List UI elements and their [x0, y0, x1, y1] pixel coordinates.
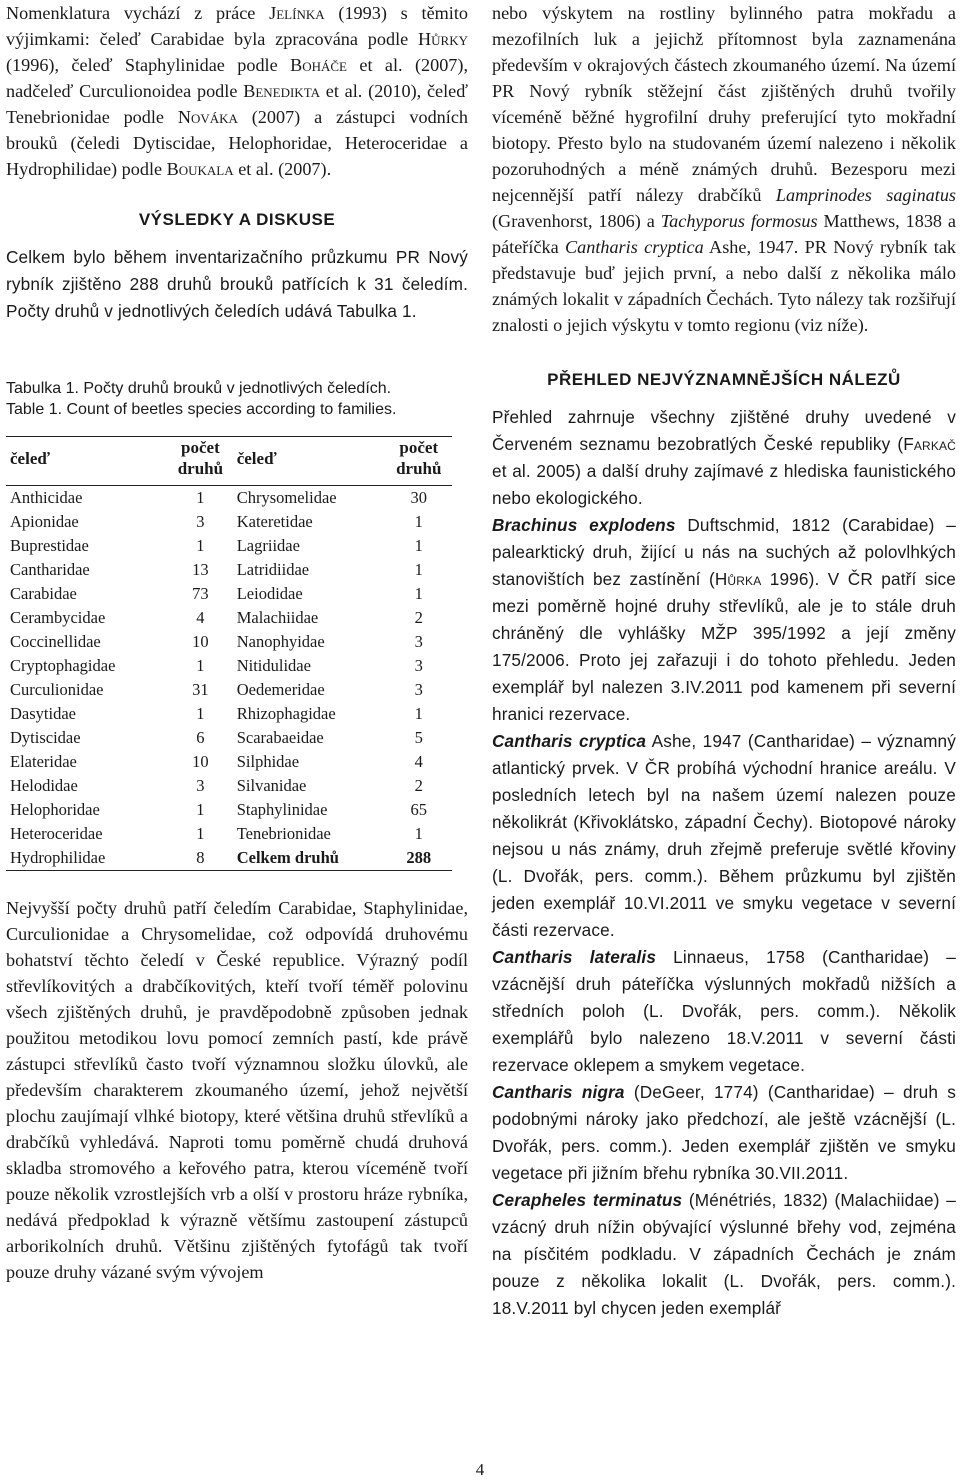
author-name: Farkač [903, 434, 956, 454]
count-cell: 30 [410, 488, 428, 507]
count-cell: 3 [196, 776, 205, 795]
species-entry: Brachinus explodens Duftschmid, 1812 (Carabidae) – palearktický druh, žijící u nás na suchých až polovlhkých stanovištích bez zastínění (Hůrka 1996). V ČR patří sice mezi poměrně hojné druhy střevlíků, ale je to stále druh chráněný dle vyhlášky MŽP 395/1992 a její změny 175/2006. Proto jej zařazuji i do tohoto přehledu. Jeden exemplář byl nalezen 3.IV.2011 pod kamenem při severní hranici rezervace. [492, 515, 956, 724]
family-cell: Lagriidae [236, 536, 300, 555]
table-body [6, 486, 452, 871]
results-heading: VÝSLEDKY A DISKUSE [138, 210, 336, 229]
family-cell: Scarabaeidae [236, 728, 324, 747]
count-cell: 1 [414, 584, 423, 603]
family-cell: Curculionidae [10, 680, 104, 699]
author-name: Boháče [290, 55, 347, 75]
family-cell: Buprestidae [10, 536, 89, 555]
author-name: Nováka [177, 107, 238, 127]
family-cell: Latridiidae [236, 560, 310, 579]
family-cell: Rhizophagidae [236, 704, 336, 723]
family-cell: Helophoridae [10, 800, 100, 819]
family-cell: Anthicidae [10, 488, 83, 507]
family-cell: Dytiscidae [10, 728, 81, 747]
count-cell: 3 [414, 632, 423, 651]
family-cell: Dasytidae [10, 704, 76, 723]
overview-intro: Přehled zahrnuje všechny zjištěné druhy uvedené v Červeném seznamu bezobratlých České republiky (Farkač et al. 2005) a další druhy zajímavé z hlediska faunistického nebo ekologického. [492, 407, 956, 508]
author-name: Benedikta [243, 81, 320, 101]
count-cell: 1 [196, 536, 205, 555]
count-cell: 1 [196, 488, 205, 507]
count-cell: 1 [196, 800, 205, 819]
col-family-header: čeleď [10, 448, 50, 468]
count-cell: 4 [414, 752, 423, 771]
table-row [6, 822, 452, 846]
page-number: 4 [475, 1460, 485, 1479]
family-cell: Apionidae [10, 512, 79, 531]
family-cell: Chrysomelidae [236, 488, 337, 507]
family-cell: Celkem druhů [236, 848, 339, 867]
species-entry-name: Cantharis lateralis [492, 947, 657, 967]
table-row [6, 606, 452, 630]
count-cell: 13 [192, 560, 209, 579]
author-name: Jelínka [269, 3, 325, 23]
species-entry: Cantharis cryptica Ashe, 1947 (Cantharidae) – významný atlantický prvek. V ČR probíhá východní hranice areálu. V posledních letech byl na našem území nalezen pouze několikrát (Křivoklátsko, západní Čechy). Biotopové nároky nejsou u nás známy, druh zřejmě preferuje světlé křoviny (L. Dvořák, pers. comm.). Během průzkumu byl zjištěn jeden exemplář 10.VI.2011 ve smyku vegetace v severní části rezervace. [492, 731, 957, 940]
table-row [6, 702, 452, 726]
author-name: Hůrky [418, 29, 468, 49]
intro-paragraph: Nomenklatura vychází z práce Jelínka (1993) s těmito výjimkami: čeleď Carabidae byla zpracována podle Hůrky (1996), čeleď Staphylinidae podle Boháče et al. (2007), nadčeleď Curculionoidea podle Benedikta et al. (2010), čeleď Tenebrionidae podle Nováka (2007) a zástupci vodních brouků (čeledi Dytiscidae, Helophoridae, Heteroceridae a Hydrophilidae) podle Boukala et al. (2007). [6, 3, 469, 179]
species-name: Tachyporus formosus [660, 211, 818, 231]
table-row [6, 774, 452, 798]
species-entry-name: Cantharis cryptica [492, 731, 647, 751]
table-caption-en: Table 1. Count of beetles species according to families. [6, 401, 397, 418]
table-row [6, 630, 452, 654]
overview-heading: PŘEHLED NEJVÝZNAMNĚJŠÍCH NÁLEZŮ [547, 370, 901, 389]
family-cell: Malachiidae [236, 608, 319, 627]
count-cell: 6 [196, 728, 205, 747]
table-row [6, 558, 452, 582]
family-cell: Heteroceridae [10, 824, 103, 843]
count-cell: 31 [192, 680, 209, 699]
count-cell: 3 [414, 680, 423, 699]
count-cell: 8 [196, 848, 205, 867]
count-cell: 1 [196, 824, 205, 843]
family-cell: Silvanidae [236, 776, 307, 795]
author-name: Boukala [166, 159, 234, 179]
species-entry: Cerapheles terminatus (Ménétriés, 1832) (Malachiidae) – vzácný druh nížin obývající výslunné břehy vod, zejména na písčitém podkladu. V západních Čechách je znám pouze z několika lokalit (L. Dvořák, pers. comm.). 18.V.2011 byl chycen jeden exemplář [492, 1190, 956, 1318]
count-cell: 73 [192, 584, 209, 603]
family-cell: Hydrophilidae [10, 848, 106, 867]
family-cell: Oedemeridae [236, 680, 325, 699]
families-table [6, 436, 452, 871]
species-entry: Cantharis lateralis Linnaeus, 1758 (Cantharidae) – vzácnější druh páteříčka výslunných mokřadů nižších a středních poloh (L. Dvořák, pers. comm.). Několik exemplářů bylo nalezeno 18.V.2011 v severní části rezervace oklepem a smykem vegetace. [492, 947, 956, 1075]
col-family-header: čeleď [236, 448, 277, 468]
family-cell: Nanophyidae [236, 632, 325, 651]
species-name: Cantharis cryptica [565, 237, 704, 257]
count-cell: 1 [414, 824, 423, 843]
count-cell: 2 [414, 608, 423, 627]
count-cell: 3 [414, 656, 423, 675]
table-row [6, 750, 452, 774]
results-paragraph: Celkem bylo během inventarizačního průzkumu PR Nový rybník zjištěno 288 druhů brouků patřících k 31 čeledím. Počty druhů v jednotlivých čeledích udává Tabulka 1. [6, 247, 468, 321]
table-row [6, 726, 452, 750]
count-cell: 1 [414, 512, 423, 531]
table-row [6, 846, 452, 871]
table-row [6, 534, 452, 558]
table-row [6, 678, 452, 702]
count-cell: 4 [196, 608, 205, 627]
table-header-row [6, 437, 452, 486]
left-column [6, 0, 468, 1285]
family-cell: Cerambycidae [10, 608, 106, 627]
count-cell: 3 [196, 512, 205, 531]
family-cell: Cantharidae [10, 560, 90, 579]
count-cell: 1 [414, 704, 423, 723]
table-row [6, 654, 452, 678]
table-caption-cz: Tabulka 1. Počty druhů brouků v jednotlivých čeledích. [6, 380, 392, 397]
col-count-header: počet druhů [177, 438, 224, 478]
discussion-paragraph: Nejvyšší počty druhů patří čeledím Carabidae, Staphylinidae, Curculionidae a Chrysomelidae, což odpovídá druhovému bohatství těchto čeledí v České republice. Výrazný podíl střevlíkovitých a drabčíkovitých, kteří tvoří téměř polovinu všech zjištěných druhů, je pravděpodobně způsoben jednak použitou metodikou lovu pomocí zemních pastí, kde právě zástupci střevlíků často tvoří významnou složku úlovků, ale především charakterem zkoumaného území, jehož největší plochu zaujímají vlhké biotopy, které většina druhů střevlíků a drabčíků vyhledává. Naproti tomu poměrně chudá druhová skladba stromového a keřového patra, kterou víceméně tvoří pouze několik vzrostlejších vrb a olší v prostoru hráze rybníka, nedává předpoklad k výrazně většímu zastoupení zástupců arborikolních druhů. Většinu zjištěných fytofágů tak tvoří pouze druhy vázané svým vývojem [6, 898, 468, 1282]
family-cell: Kateretidae [236, 512, 313, 531]
table-row [6, 510, 452, 534]
continued-paragraph: nebo výskytem na rostliny bylinného patra mokřadu a mezofilních luk a jejichž přítomnost byla zaznamenána především v okrajových částech zkoumaného území. Na území PR Nový rybník stěžejní část zjištěných druhů tvořily víceméně běžné hygrofilní druhy preferující tyto mokřadní biotopy. Přesto bylo na studovaném území nalezeno i několik pozoruhodných a méně známých druhů. Bezesporu mezi nejcennější patří nálezy drabčíků Lamprinodes saginatus (Gravenhorst, 1806) a Tachyporus formosus Matthews, 1838 a páteříčka Cantharis cryptica Ashe, 1947. PR Nový rybník tak představuje buď jejich první, a nebo další z několika málo známých lokalit v západních Čechách. Tyto nálezy tak rozšiřují znalosti o jejich výskytu v tomto regionu (viz níže). [492, 3, 957, 335]
species-list [492, 512, 956, 1322]
species-name: Lamprinodes saginatus [775, 185, 956, 205]
family-cell: Nitidulidae [236, 656, 311, 675]
table-row [6, 582, 452, 606]
col-count-header: počet druhů [396, 438, 442, 478]
count-cell: 10 [192, 752, 209, 771]
table-row [6, 798, 452, 822]
count-cell: 1 [414, 536, 423, 555]
count-cell: 288 [406, 848, 432, 867]
count-cell: 1 [196, 704, 205, 723]
family-cell: Elateridae [10, 752, 77, 771]
family-cell: Coccinellidae [10, 632, 101, 651]
species-entry-name: Brachinus explodens [492, 515, 676, 535]
count-cell: 2 [414, 776, 423, 795]
species-entry-name: Cerapheles terminatus [492, 1190, 683, 1210]
family-cell: Leiodidae [236, 584, 303, 603]
family-cell: Silphidae [236, 752, 300, 771]
table-row [6, 486, 452, 511]
right-column [492, 0, 956, 1322]
count-cell: 10 [192, 632, 209, 651]
species-entry-name: Cantharis nigra [492, 1082, 625, 1102]
count-cell: 1 [414, 560, 423, 579]
family-cell: Cryptophagidae [10, 656, 116, 675]
author-name: Hůrka [714, 569, 762, 589]
family-cell: Tenebrionidae [236, 824, 331, 843]
species-entry: Cantharis nigra (DeGeer, 1774) (Cantharidae) – druh s podobnými nároky jako předchozí, ale ještě vzácnější (L. Dvořák, pers. comm.). Jeden exemplář zjištěn ve smyku vegetace při jižním břehu rybníka 30.VII.2011. [492, 1082, 956, 1183]
family-cell: Staphylinidae [236, 800, 328, 819]
count-cell: 1 [196, 656, 205, 675]
family-cell: Carabidae [10, 584, 77, 603]
count-cell: 5 [414, 728, 423, 747]
count-cell: 65 [410, 800, 428, 819]
family-cell: Helodidae [10, 776, 78, 795]
